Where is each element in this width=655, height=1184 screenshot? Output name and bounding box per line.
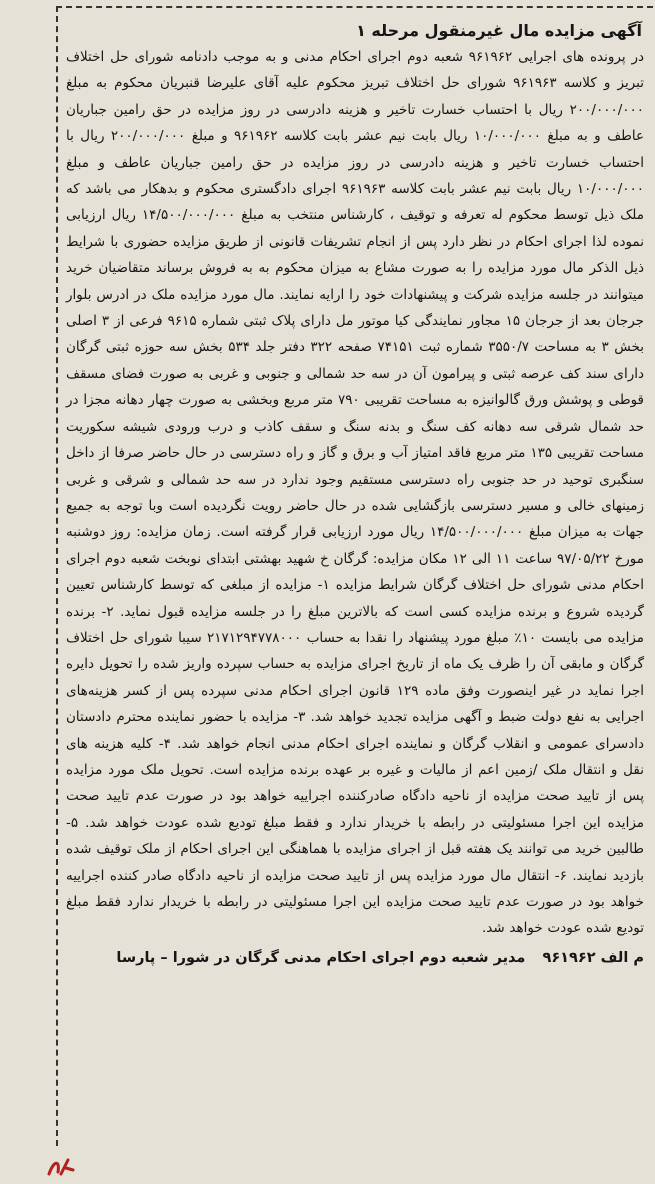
auction-notice (66, 18, 644, 970)
red-ink-mark (46, 1156, 78, 1180)
red-scribble-icon (46, 1156, 76, 1178)
notice-footer (66, 946, 644, 970)
notice-title: آگهی مزایده مال غیرمنقول مرحله ۱ (356, 21, 642, 40)
left-dashed-border (56, 6, 64, 1146)
footer-code: م الف ۹۶۱۹۶۲ (542, 949, 644, 966)
footer-signature: مدیر شعبه دوم اجرای احکام مدنی گرگان در شورا – پارسا (116, 949, 526, 966)
top-dashed-border (56, 6, 653, 14)
notice-body: در پرونده های اجرایی ۹۶۱۹۶۲ شعبه دوم اجرای احکام مدنی و به موجب دادنامه شورای حل اختلاف تبریز و کلاسه ۹۶۱۹۶۳ شورای حل اختلاف تبریز محکوم علیه آقای علیرضا قنبریان محکوم به مبلغ ۲۰۰/۰۰۰/۰۰۰ ریال با احتساب خسارت تاخیر و هزینه دادرسی در روز مزایده در حق رامین جباریان عاطف و به مبلغ ۱۰/۰۰۰/۰۰۰ ریال بابت نیم عشر بابت کلاسه ۹۶۱۹۶۲ و مبلغ ۲۰۰/۰۰۰/۰۰۰ ریال با احتساب خسارت تاخیر و هزینه دادرسی در روز مزایده در حق رامین جباریان عاطف و مبلغ ۱۰/۰۰۰/۰۰۰ ریال بابت نیم عشر بابت کلاسه ۹۶۱۹۶۳ اجرای دادگستری محکوم و بدهکار می باشد که ملک ذیل توسط محکوم له تعرفه و توقیف ، کارشناس منتخب به مبلغ ۱۴/۵۰۰/۰۰۰/۰۰۰ ریال ارزیابی نموده لذا اجرای احکام در نظر دارد پس از انجام تشریفات قانونی از طریق مزایده حضوری با شرایط ذیل الذکر مال مورد مزایده را به صورت مشاع به میزان محکوم به به فروش برساند متقاضیان خرید میتوانند در جلسه مزایده شرکت و پیشنهادات خود را ارایه نمایند. مال مورد مزایده ملک در ادرس بلوار جرجان بعد از جرجان ۱۵ مجاور نمایندگی کیا موتور مل دارای پلاک ثبتی شماره ۹۶۱۵ فرعی از ۳ اصلی بخش ۳ به مساحت ۳۵۵۰/۷ شماره ثبت ۷۴۱۵۱ صفحه ۳۲۲ دفتر جلد ۵۳۴ بخش سه حوزه ثبتی گرگان دارای سند کف عرصه ثبتی و پیرامون آن در سه حد شمالی و جنوبی و غربی به صورت فضای مسقف قوطی و پوشش ورق گالوانیزه به مساحت تقریبی ۷۹۰ متر مربع وبخشی به صورت چهار دهانه مجزا در حد شمال شرقی سه دهانه کف سنگ و بدنه سنگ و سقف کاذب و درب ورودی شیشه سکوریت مساحت تقریبی ۱۳۵ متر مربع فاقد امتیاز آب و برق و گاز و راه دسترسی در حال حاضر صرفا از داخل سنگبری توحید در حد جنوبی راه دسترسی مستقیم وجود ندارد در سه حد شمالی و شرقی و غربی زمینهای خالی و مسیر دسترسی بازگشایی شده در حال حاضر رویت نگردیده است وبا توجه به جمیع جهات به میزان مبلغ ۱۴/۵۰۰/۰۰۰/۰۰۰ ریال مورد ارزیابی قرار گرفته است. زمان مزایده: روز دوشنبه مورخ ۹۷/۰۵/۲۲ ساعت ۱۱ الی ۱۲ مکان مزایده: گرگان خ شهید بهشتی ابتدای نوبخت شعبه دوم اجرای احکام مدنی شورای حل اختلاف گرگان شرایط مزایده ۱- مزایده از مبلغی که توسط کارشناس تعیین گردیده شروع و برنده مزایده کسی است که بالاترین مبلغ را در جلسه مزایده قبول نماید. ۲- برنده مزایده می بایست ۱۰٪ مبلغ مورد پیشنهاد را نقدا به حساب ۲۱۷۱۲۹۴۷۷۸۰۰۰ سیبا شورای حل اختلاف گرگان و مابقی آن را ظرف یک ماه از تاریخ اجرای مزایده به حساب سپرده واریز شده را تحویل دایره اجرا نماید در غیر اینصورت وفق ماده ۱۲۹ قانون اجرای احکام مدنی سپرده پس از کسر هزینه‌های اجرایی به نفع دولت ضبط و آگهی مزایده تجدید خواهد شد. ۳- مزایده با حضور نماینده محترم دادستان دادسرای عمومی و انقلاب گرگان و نماینده اجرای احکام مدنی انجام خواهد شد. ۴- کلیه هزینه های نقل و انتقال ملک /زمین اعم از مالیات و غیره بر عهده برنده مزایده است. تحویل ملک مورد مزایده پس از تایید صحت مزایده از ناحیه دادگاه صادرکننده اجراییه خواهد بود در صورت عدم تایید صحت مزایده این اجرا مسئولیتی در رابطه با خریدار ندارد و فقط مبلغ تودیع شده عودت خواهد شد. ۵- طالبین خرید می توانند یک هفته قبل از اجرای مزایده با هماهنگی این اجرای احکام از ملک توقیف شده بازدید نمایند. ۶- انتقال مال مورد مزایده پس از تایید صحت مزایده از ناحیه دادگاه صادر کننده اجراییه خواهد بود در صورت عدم تایید صحت مزایده این اجرا مسئولیتی در رابطه با خریدار ندارد فقط مبلغ تودیع شده عودت خواهد شد. (66, 49, 645, 937)
